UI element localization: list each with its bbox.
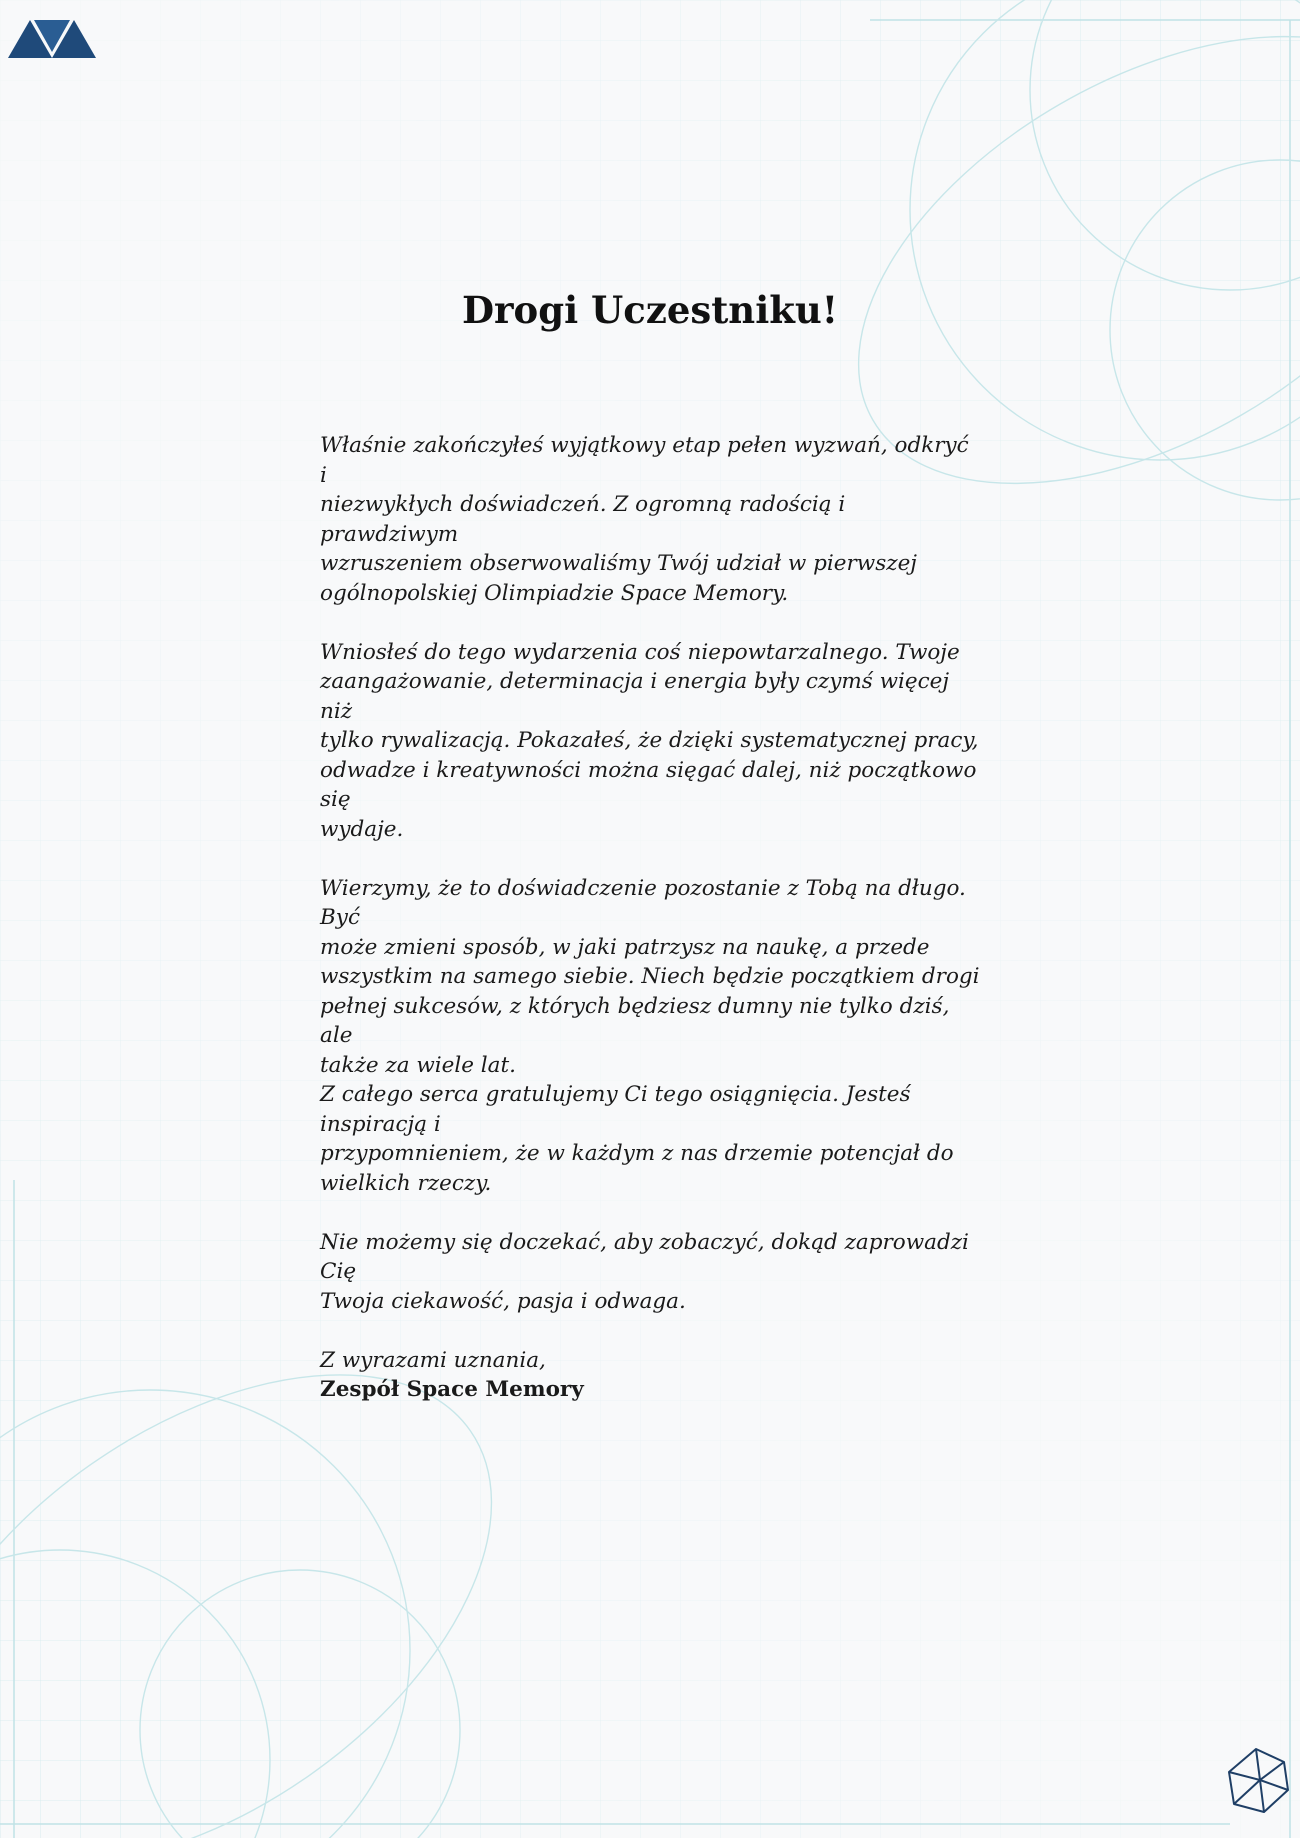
text-line: zaangażowanie, determinacja i energia były czymś więcej niż <box>320 669 950 724</box>
paragraph-4 <box>320 1228 980 1317</box>
closing-phrase: Z wyrazami uznania, <box>320 1347 546 1373</box>
text-line: Z całego serca gratulujemy Ci tego osiągnięcia. Jesteś inspiracją i <box>320 1082 911 1137</box>
polyhedron-icon <box>1226 1746 1290 1816</box>
text-line: może zmieni sposób, w jaki patrzysz na naukę, a przede <box>320 934 930 960</box>
text-line: tylko rywalizacją. Pokazałeś, że dzięki systematycznej pracy, <box>320 728 979 753</box>
text-line: Wierzymy, że to doświadczenie pozostanie z Tobą na długo. Być <box>320 875 966 930</box>
text-line: pełnej sukcesów, z których będziesz dumny nie tylko dziś, ale <box>320 993 950 1048</box>
paragraph-3 <box>320 874 980 1199</box>
text-line: odwadze i kreatywności można sięgać dalej, niż początkowo się <box>320 757 977 812</box>
text-line: przypomnieniem, że w każdym z nas drzemie potencjał do <box>320 1141 954 1166</box>
text-line: wydaje. <box>320 816 404 842</box>
text-line: wszystkim na samego siebie. Niech będzie początkiem drogi <box>320 964 980 989</box>
letter-body <box>320 431 980 1405</box>
text-line: ogólnopolskiej Olimpiadzie Space Memory. <box>320 580 789 606</box>
text-line: wzruszeniem obserwowaliśmy Twój udział w pierwszej <box>320 551 917 576</box>
text-line: Nie możemy się doczekać, aby zobaczyć, dokąd zaprowadzi Cię <box>320 1229 969 1284</box>
text-line: wielkich rzeczy. <box>320 1170 492 1196</box>
text-line: niezwykłych doświadczeń. Z ogromną radością i prawdziwym <box>320 492 846 547</box>
triangles-logo-icon <box>8 18 96 58</box>
letter-title: Drogi Uczestniku! <box>461 288 839 332</box>
text-line: także za wiele lat. <box>320 1052 516 1078</box>
signature: Zespół Space Memory <box>320 1377 584 1402</box>
paragraph-1 <box>320 431 980 608</box>
text-line: Właśnie zakończyłeś wyjątkowy etap pełen wyzwań, odkryć i <box>320 433 969 488</box>
paragraph-2 <box>320 638 980 845</box>
text-line: Wniosłeś do tego wydarzenia coś niepowtarzalnego. Twoje <box>320 639 960 665</box>
text-line: Twoja ciekawość, pasja i odwaga. <box>320 1288 686 1314</box>
